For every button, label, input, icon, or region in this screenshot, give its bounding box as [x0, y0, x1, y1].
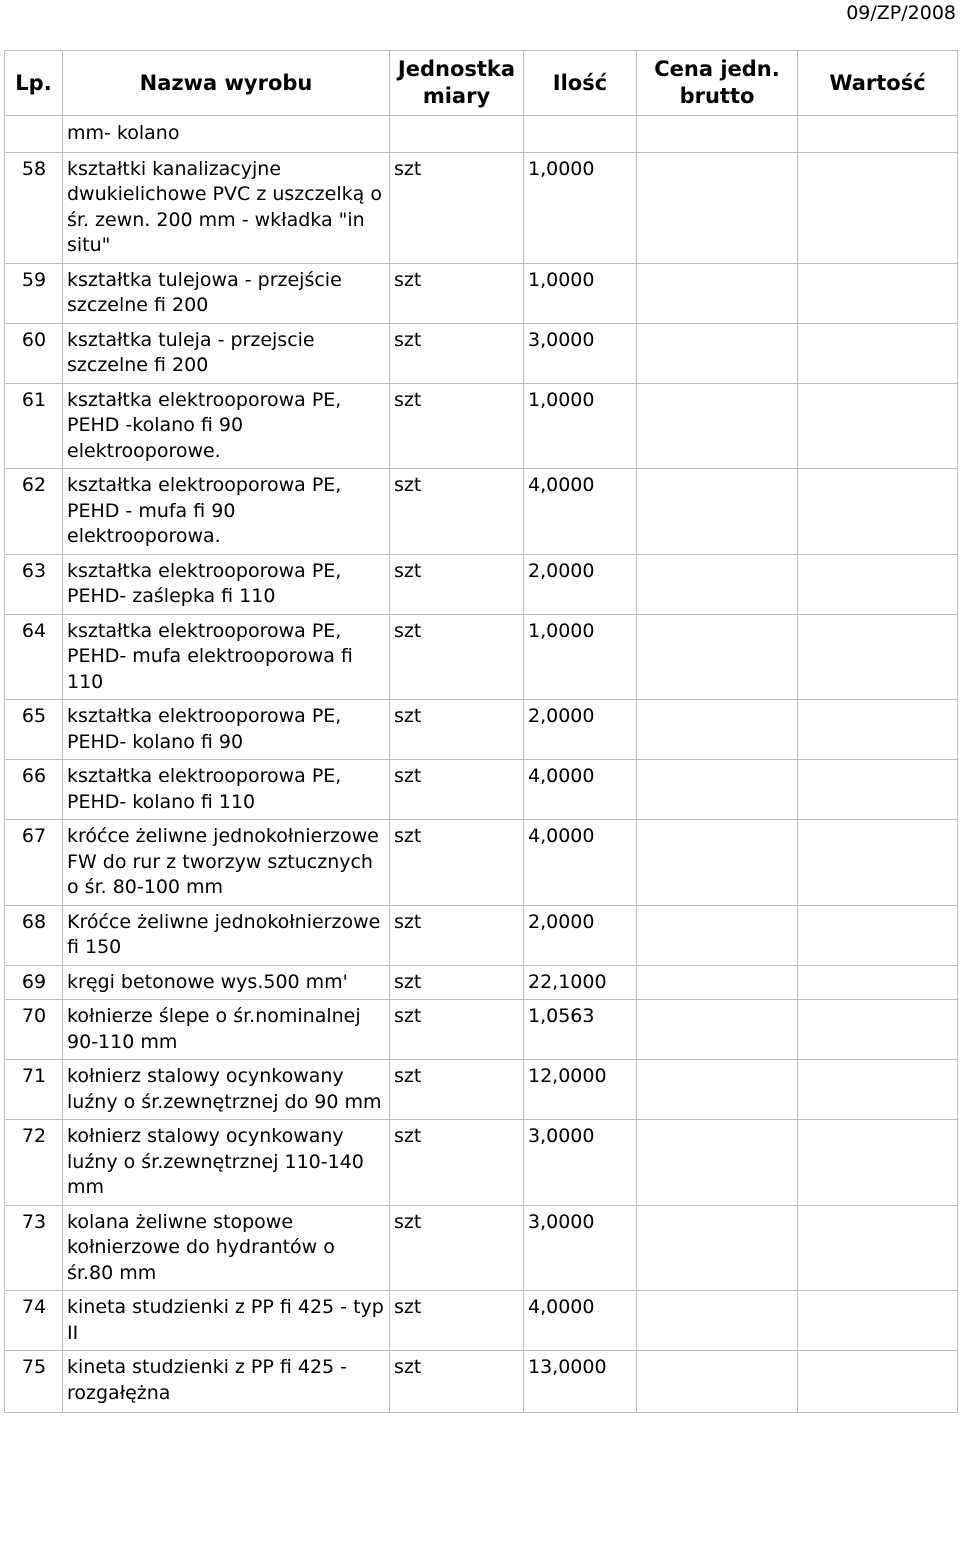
table-row: [5, 383, 958, 469]
row-price: [637, 383, 798, 469]
table-row: [5, 965, 958, 1000]
row-name: kołnierz stalowy ocynkowany luźny o śr.zewnętrznej do 90 mm: [63, 1060, 390, 1120]
row-qty: 1,0563: [524, 1000, 637, 1060]
row-unit: szt: [390, 1000, 524, 1060]
row-name: kołnierze ślepe o śr.nominalnej 90-110 mm: [63, 1000, 390, 1060]
row-name: kręgi betonowe wys.500 mm': [63, 965, 390, 1000]
row-qty: 1,0000: [524, 614, 637, 700]
header-value: Wartość: [798, 51, 958, 116]
row-unit: szt: [390, 1120, 524, 1206]
header-name: Nazwa wyrobu: [63, 51, 390, 116]
header-price: Cena jedn. brutto: [637, 51, 798, 116]
row-unit: szt: [390, 469, 524, 555]
row-unit: szt: [390, 614, 524, 700]
row-name: kołnierz stalowy ocynkowany luźny o śr.zewnętrznej 110-140 mm: [63, 1120, 390, 1206]
row-qty: 2,0000: [524, 700, 637, 760]
row-name: kształtka elektrooporowa PE, PEHD- zaślepka fi 110: [63, 554, 390, 614]
row-qty: 12,0000: [524, 1060, 637, 1120]
row-name: kształtka tuleja - przejscie szczelne fi 200: [63, 323, 390, 383]
row-value: [798, 1120, 958, 1206]
row-lp: 69: [5, 965, 63, 1000]
row-lp: 65: [5, 700, 63, 760]
row-value: [798, 1291, 958, 1351]
row-lp: 61: [5, 383, 63, 469]
row-name: króćce żeliwne jednokołnierzowe FW do rur z tworzyw sztucznych o śr. 80-100 mm: [63, 820, 390, 906]
table-row: [5, 1000, 958, 1060]
row-price: [637, 965, 798, 1000]
table-row: [5, 614, 958, 700]
table-row: [5, 1351, 958, 1413]
table-row: [5, 700, 958, 760]
row-value: [798, 263, 958, 323]
row-price: [637, 1351, 798, 1413]
row-value: [798, 1205, 958, 1291]
row-qty: 4,0000: [524, 820, 637, 906]
row-name: kineta studzienki z PP fi 425 - typ II: [63, 1291, 390, 1351]
row-value: [798, 1000, 958, 1060]
row-qty: 3,0000: [524, 1205, 637, 1291]
document-reference: 09/ZP/2008: [846, 2, 956, 24]
row-unit: szt: [390, 1291, 524, 1351]
row-price: [637, 1205, 798, 1291]
row-name: kształtka elektrooporowa PE, PEHD -kolano fi 90 elektrooporowe.: [63, 383, 390, 469]
row-price: [637, 1060, 798, 1120]
row-price: [637, 554, 798, 614]
header-qty: Ilość: [524, 51, 637, 116]
row-unit: szt: [390, 760, 524, 820]
row-lp: 67: [5, 820, 63, 906]
row-qty: 22,1000: [524, 965, 637, 1000]
row-value: [798, 554, 958, 614]
row-qty: 3,0000: [524, 323, 637, 383]
row-price: [637, 1291, 798, 1351]
row-price: [637, 263, 798, 323]
row-price: [637, 1120, 798, 1206]
row-unit: szt: [390, 820, 524, 906]
row-lp: 74: [5, 1291, 63, 1351]
row-lp: 66: [5, 760, 63, 820]
row-value: [798, 1351, 958, 1413]
row-unit: szt: [390, 905, 524, 965]
row-unit: szt: [390, 1351, 524, 1413]
table-row: [5, 323, 958, 383]
row-qty: 1,0000: [524, 383, 637, 469]
row-value: [798, 323, 958, 383]
row-unit: szt: [390, 383, 524, 469]
row-price: [637, 323, 798, 383]
row-lp: 72: [5, 1120, 63, 1206]
row-value: [798, 152, 958, 263]
row-value: [798, 760, 958, 820]
row-lp: 68: [5, 905, 63, 965]
row-value: [798, 700, 958, 760]
row-name: kształtki kanalizacyjne dwukielichowe PVC z uszczelką o śr. zewn. 200 mm - wkładka "in situ": [63, 152, 390, 263]
row-qty: 1,0000: [524, 263, 637, 323]
row-lp: 64: [5, 614, 63, 700]
row-qty: 2,0000: [524, 554, 637, 614]
table-row: [5, 263, 958, 323]
row-name: kształtka elektrooporowa PE, PEHD- kolano fi 110: [63, 760, 390, 820]
row-price: [637, 152, 798, 263]
row-name: kształtka tulejowa - przejście szczelne fi 200: [63, 263, 390, 323]
row-lp: 63: [5, 554, 63, 614]
row-qty: 4,0000: [524, 1291, 637, 1351]
row-name: kształtka elektrooporowa PE, PEHD - mufa fi 90 elektrooporowa.: [63, 469, 390, 555]
row-unit: szt: [390, 700, 524, 760]
row-value: [798, 614, 958, 700]
row-unit: szt: [390, 152, 524, 263]
row-price: [637, 905, 798, 965]
header-lp: Lp.: [5, 51, 63, 116]
row-qty: 2,0000: [524, 905, 637, 965]
row-name: Króćce żeliwne jednokołnierzowe fi 150: [63, 905, 390, 965]
row-unit: szt: [390, 323, 524, 383]
row-lp: 62: [5, 469, 63, 555]
row-qty: 4,0000: [524, 760, 637, 820]
row-qty: 13,0000: [524, 1351, 637, 1413]
row-qty: 4,0000: [524, 469, 637, 555]
items-table: [4, 50, 958, 1413]
row-price: [637, 614, 798, 700]
row-lp: 70: [5, 1000, 63, 1060]
table-row: [5, 1060, 958, 1120]
continuation-text: mm- kolano: [63, 116, 390, 153]
row-unit: szt: [390, 263, 524, 323]
row-price: [637, 469, 798, 555]
table-row: [5, 1205, 958, 1291]
row-unit: szt: [390, 1205, 524, 1291]
row-lp: 59: [5, 263, 63, 323]
row-value: [798, 965, 958, 1000]
row-value: [798, 383, 958, 469]
table-row: [5, 152, 958, 263]
row-price: [637, 820, 798, 906]
row-lp: 75: [5, 1351, 63, 1413]
row-value: [798, 1060, 958, 1120]
table-row: [5, 554, 958, 614]
table-row: [5, 905, 958, 965]
table-row: [5, 820, 958, 906]
row-name: kształtka elektrooporowa PE, PEHD- mufa elektrooporowa fi 110: [63, 614, 390, 700]
row-price: [637, 1000, 798, 1060]
row-qty: 3,0000: [524, 1120, 637, 1206]
row-price: [637, 760, 798, 820]
row-lp: 60: [5, 323, 63, 383]
header-unit: Jednostka miary: [390, 51, 524, 116]
row-unit: szt: [390, 1060, 524, 1120]
table-row: [5, 760, 958, 820]
row-lp: 58: [5, 152, 63, 263]
row-value: [798, 905, 958, 965]
table-row: [5, 1291, 958, 1351]
row-unit: szt: [390, 554, 524, 614]
row-name: kształtka elektrooporowa PE, PEHD- kolano fi 90: [63, 700, 390, 760]
table-header-row: [5, 51, 958, 116]
row-price: [637, 700, 798, 760]
row-lp: 71: [5, 1060, 63, 1120]
row-name: kolana żeliwne stopowe kołnierzowe do hydrantów o śr.80 mm: [63, 1205, 390, 1291]
continuation-row: [5, 116, 958, 153]
row-name: kineta studzienki z PP fi 425 - rozgałężna: [63, 1351, 390, 1413]
table-row: [5, 1120, 958, 1206]
row-value: [798, 820, 958, 906]
row-lp: 73: [5, 1205, 63, 1291]
row-value: [798, 469, 958, 555]
row-qty: 1,0000: [524, 152, 637, 263]
table-row: [5, 469, 958, 555]
row-unit: szt: [390, 965, 524, 1000]
